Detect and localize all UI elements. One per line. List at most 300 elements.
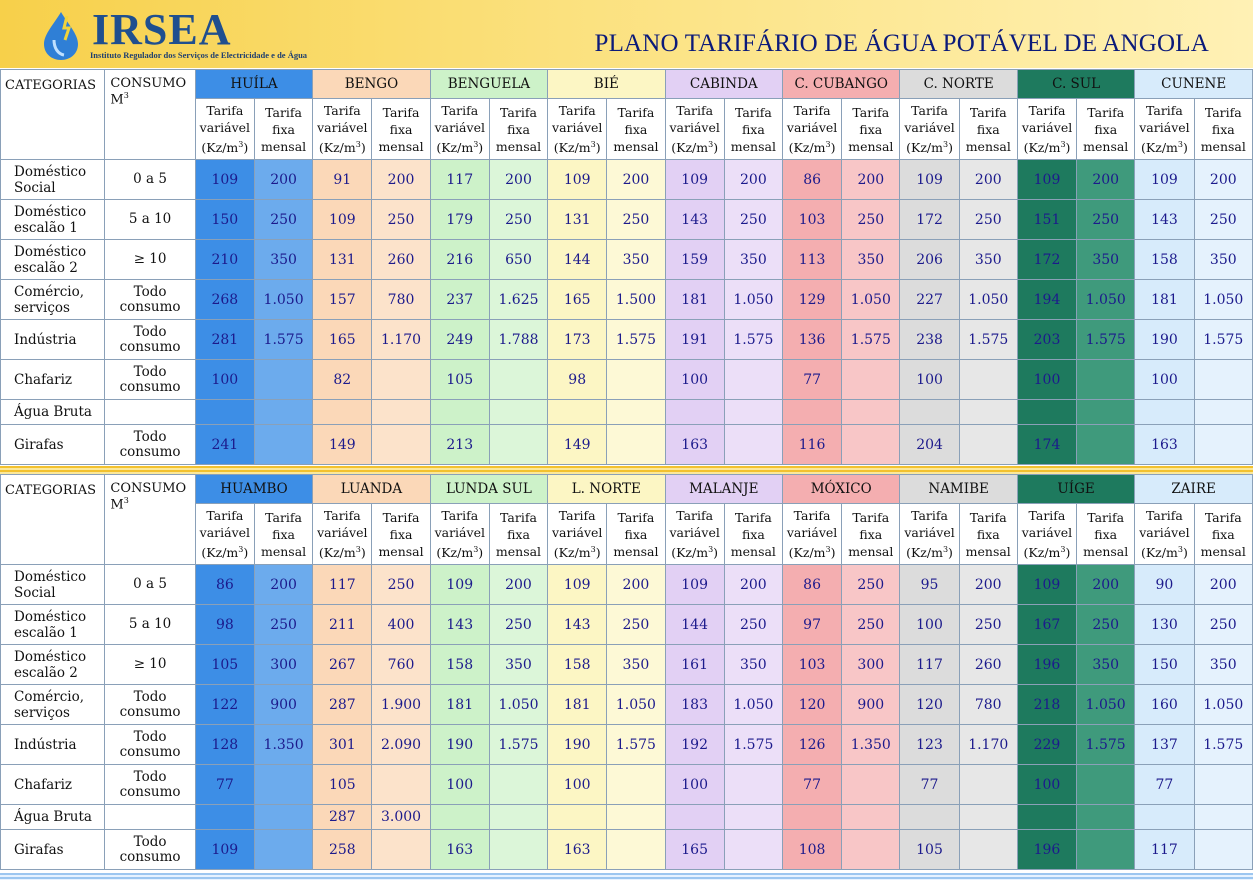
- category-cell: Água Bruta: [1, 805, 105, 830]
- tarifa-fixa-cell: 780: [372, 280, 430, 320]
- tarifa-variavel-cell: [548, 805, 607, 830]
- tarifa-variavel-cell: 97: [782, 605, 841, 645]
- tarifa-fixa-cell: 200: [489, 565, 547, 605]
- tarifa-variavel-cell: 167: [1017, 605, 1076, 645]
- tarifa-variavel-cell: 136: [783, 320, 842, 360]
- tarifa-fixa-cell: [959, 765, 1017, 805]
- tarifa-fixa-cell: [959, 805, 1017, 830]
- tarifa-fixa-cell: 200: [607, 565, 665, 605]
- province-header: ZAIRE: [1135, 475, 1253, 504]
- tarifa-variavel-cell: 157: [313, 280, 372, 320]
- category-cell: Doméstico escalão 1: [1, 200, 105, 240]
- tarifa-fixa-cell: 1.575: [489, 725, 547, 765]
- tarifa-variavel-cell: 100: [195, 360, 254, 400]
- tarifa-fixa-cell: 300: [254, 645, 312, 685]
- tarifa-variavel-cell: 210: [195, 240, 254, 280]
- tarifa-fixa-cell: 350: [842, 240, 900, 280]
- category-cell: Indústria: [1, 320, 105, 360]
- tarifa-variavel-cell: 109: [900, 160, 959, 200]
- tarifa-variavel-cell: [195, 400, 254, 425]
- tarifa-variavel-cell: 190: [1135, 320, 1194, 360]
- tarifa-variavel-cell: 117: [900, 645, 959, 685]
- table-row: [1, 765, 1253, 805]
- tarifa-variavel-header: Tarifa variável $(Kz/m^3)$: [1017, 504, 1076, 565]
- tarifa-variavel-cell: 181: [548, 685, 607, 725]
- tarifa-variavel-cell: 86: [782, 565, 841, 605]
- tarifa-fixa-cell: 1.050: [842, 280, 900, 320]
- tarifa-fixa-cell: [1077, 400, 1135, 425]
- tarifa-fixa-cell: 250: [607, 605, 665, 645]
- tarifa-variavel-cell: 203: [1017, 320, 1076, 360]
- tarifa-fixa-cell: [1194, 830, 1252, 870]
- tarifa-fixa-cell: 350: [724, 240, 782, 280]
- tarifa-fixa-cell: [959, 360, 1017, 400]
- province-header: HUAMBO: [195, 475, 312, 504]
- tarifa-variavel-cell: 86: [783, 160, 842, 200]
- tarifa-variavel-cell: 150: [195, 200, 254, 240]
- tarifa-variavel-cell: 181: [430, 685, 489, 725]
- table-row: [1, 645, 1253, 685]
- tarifa-fixa-cell: [489, 830, 547, 870]
- tarifa-variavel-header: Tarifa variável $(Kz/m^3)$: [1135, 504, 1194, 565]
- tarifa-variavel-cell: 161: [665, 645, 724, 685]
- tarifa-variavel-cell: 149: [313, 425, 372, 465]
- consumo-cell: Todo consumo: [105, 765, 195, 805]
- tarifa-fixa-cell: [372, 360, 430, 400]
- tarifa-variavel-cell: 149: [548, 425, 607, 465]
- category-cell: Chafariz: [1, 360, 105, 400]
- tarifa-variavel-cell: 95: [900, 565, 959, 605]
- tarifa-variavel-cell: 100: [1017, 360, 1076, 400]
- tarifa-fixa-cell: 200: [489, 160, 547, 200]
- tarifa-variavel-cell: 105: [900, 830, 959, 870]
- tarifa-variavel-cell: 143: [548, 605, 607, 645]
- tarifa-fixa-cell: 250: [842, 605, 900, 645]
- table-row: [1, 685, 1253, 725]
- tarifa-fixa-cell: 650: [489, 240, 547, 280]
- tarifa-variavel-cell: 120: [782, 685, 841, 725]
- tarifa-fixa-cell: 250: [254, 605, 312, 645]
- tarifa-fixa-cell: 200: [607, 160, 665, 200]
- tarifa-fixa-header: Tarifa fixa mensal: [1194, 504, 1252, 565]
- tarifa-fixa-cell: 1.575: [1194, 320, 1252, 360]
- tarifa-variavel-header: Tarifa variável $(Kz/m^3)$: [1017, 99, 1076, 160]
- tarifa-variavel-cell: 192: [665, 725, 724, 765]
- tarifa-variavel-cell: 100: [665, 765, 724, 805]
- tarifa-fixa-header: Tarifa fixa mensal: [1194, 99, 1252, 160]
- tarifa-fixa-cell: [607, 360, 665, 400]
- categorias-header: CATEGORIAS: [1, 475, 105, 565]
- tarifa-fixa-header: Tarifa fixa mensal: [724, 99, 782, 160]
- table-row: [1, 280, 1253, 320]
- tarifa-fixa-cell: [489, 360, 547, 400]
- tarifa-fixa-cell: [1077, 765, 1135, 805]
- tarifa-variavel-header: Tarifa variável $(Kz/m^3)$: [900, 504, 959, 565]
- tarifa-variavel-cell: 165: [665, 830, 724, 870]
- tarifa-variavel-cell: 98: [548, 360, 607, 400]
- tarifa-variavel-cell: 172: [1017, 240, 1076, 280]
- tarifa-fixa-cell: [254, 830, 312, 870]
- tarifa-fixa-cell: 300: [842, 645, 900, 685]
- tarifa-variavel-cell: 287: [313, 805, 372, 830]
- tarifa-fixa-cell: [607, 765, 665, 805]
- tarifa-fixa-cell: 250: [607, 200, 665, 240]
- tarifa-variavel-cell: 143: [1135, 200, 1194, 240]
- tarifa-variavel-cell: [665, 400, 724, 425]
- tarifa-fixa-cell: 350: [254, 240, 312, 280]
- tarifa-fixa-cell: [842, 830, 900, 870]
- tarifa-variavel-cell: 160: [1135, 685, 1194, 725]
- province-header: MALANJE: [665, 475, 782, 504]
- tarifa-variavel-cell: 77: [195, 765, 254, 805]
- tarifa-variavel-cell: 77: [782, 765, 841, 805]
- tarifa-variavel-cell: 117: [313, 565, 372, 605]
- category-cell: Comércio, serviços: [1, 685, 105, 725]
- table-row: [1, 830, 1253, 870]
- tarifa-variavel-cell: 301: [313, 725, 372, 765]
- tarifa-variavel-cell: 268: [195, 280, 254, 320]
- tarifa-variavel-cell: 190: [548, 725, 607, 765]
- province-header: UÍGE: [1017, 475, 1134, 504]
- tarifa-variavel-header: Tarifa variável $(Kz/m^3)$: [783, 99, 842, 160]
- tarifa-fixa-cell: [724, 830, 782, 870]
- category-cell: Indústria: [1, 725, 105, 765]
- tarifa-fixa-cell: 350: [1077, 645, 1135, 685]
- tarifa-variavel-cell: 98: [195, 605, 254, 645]
- tarifa-variavel-cell: 100: [900, 605, 959, 645]
- tarifa-fixa-cell: 200: [1194, 160, 1252, 200]
- tarifa-fixa-cell: [724, 765, 782, 805]
- tarifa-variavel-cell: 126: [782, 725, 841, 765]
- tarifa-variavel-cell: 163: [430, 830, 489, 870]
- tarifa-fixa-cell: [1194, 425, 1252, 465]
- tarifa-fixa-cell: [724, 360, 782, 400]
- tarifa-fixa-cell: [254, 765, 312, 805]
- tarifa-variavel-cell: [900, 400, 959, 425]
- page-header: [0, 0, 1253, 68]
- tarifa-fixa-cell: [372, 425, 430, 465]
- tarifa-fixa-cell: [489, 805, 547, 830]
- province-header: BIÉ: [548, 70, 665, 99]
- province-header: L. NORTE: [548, 475, 665, 504]
- tarifa-variavel-cell: 211: [313, 605, 372, 645]
- tarifa-variavel-cell: 163: [1135, 425, 1194, 465]
- water-drop-icon: [34, 10, 88, 62]
- province-header: C. NORTE: [900, 70, 1017, 99]
- tarifa-fixa-cell: [1077, 805, 1135, 830]
- tarifa-fixa-cell: 1.050: [489, 685, 547, 725]
- tarifa-fixa-cell: 350: [1194, 645, 1252, 685]
- province-header: CABINDA: [665, 70, 782, 99]
- tarifa-fixa-cell: [1077, 425, 1135, 465]
- consumo-cell: ≥ 10: [105, 645, 195, 685]
- tarifa-fixa-cell: [1077, 830, 1135, 870]
- tarifa-variavel-cell: 131: [548, 200, 607, 240]
- tarifa-variavel-cell: [1135, 805, 1194, 830]
- tarifa-variavel-cell: 144: [548, 240, 607, 280]
- table-row: [1, 160, 1253, 200]
- tarifa-variavel-cell: 249: [430, 320, 489, 360]
- tarifa-fixa-cell: [1194, 360, 1252, 400]
- tarifa-variavel-cell: 158: [548, 645, 607, 685]
- tarifa-variavel-cell: 128: [195, 725, 254, 765]
- tarifa-fixa-cell: 350: [1194, 240, 1252, 280]
- tarifa-fixa-cell: 1.050: [724, 280, 782, 320]
- province-header: HUÍLA: [195, 70, 312, 99]
- province-header: BENGUELA: [430, 70, 547, 99]
- tarifa-fixa-cell: 900: [842, 685, 900, 725]
- tarifa-fixa-cell: 200: [1077, 160, 1135, 200]
- irsea-logo: [34, 6, 364, 62]
- tarifa-variavel-cell: 120: [900, 685, 959, 725]
- tarifa-fixa-cell: 1.788: [489, 320, 547, 360]
- tarifa-fixa-cell: 1.575: [1077, 725, 1135, 765]
- tarifa-variavel-cell: 109: [548, 160, 607, 200]
- tarifa-fixa-cell: 1.575: [254, 320, 312, 360]
- tarifa-fixa-cell: [1194, 765, 1252, 805]
- tarifa-fixa-header: Tarifa fixa mensal: [489, 504, 547, 565]
- tarifa-variavel-cell: 103: [783, 200, 842, 240]
- tarifa-variavel-cell: 216: [430, 240, 489, 280]
- tariff-table-1: [0, 69, 1253, 465]
- tarifa-fixa-cell: [489, 425, 547, 465]
- tarifa-variavel-header: Tarifa variável $(Kz/m^3)$: [195, 504, 254, 565]
- tarifa-fixa-cell: 1.350: [842, 725, 900, 765]
- tarifa-variavel-header: Tarifa variável $(Kz/m^3)$: [313, 504, 372, 565]
- tarifa-variavel-cell: [313, 400, 372, 425]
- category-cell: Doméstico escalão 2: [1, 240, 105, 280]
- tarifa-variavel-cell: 86: [195, 565, 254, 605]
- tarifa-fixa-cell: 3.000: [372, 805, 430, 830]
- consumo-cell: Todo consumo: [105, 685, 195, 725]
- tarifa-fixa-cell: [254, 805, 312, 830]
- table-row: [1, 605, 1253, 645]
- tarifa-fixa-cell: 900: [254, 685, 312, 725]
- tarifa-fixa-cell: 200: [254, 160, 312, 200]
- tarifa-variavel-header: Tarifa variável $(Kz/m^3)$: [665, 99, 724, 160]
- tarifa-variavel-cell: 100: [1135, 360, 1194, 400]
- tarifa-fixa-cell: 250: [959, 605, 1017, 645]
- tarifa-fixa-header: Tarifa fixa mensal: [489, 99, 547, 160]
- tarifa-fixa-cell: 350: [607, 240, 665, 280]
- category-cell: Girafas: [1, 830, 105, 870]
- tarifa-variavel-cell: 137: [1135, 725, 1194, 765]
- tarifa-variavel-cell: 258: [313, 830, 372, 870]
- tarifa-fixa-cell: 250: [1194, 605, 1252, 645]
- tarifa-variavel-cell: 163: [548, 830, 607, 870]
- tarifa-variavel-header: Tarifa variável $(Kz/m^3)$: [782, 504, 841, 565]
- tarifa-variavel-cell: 191: [665, 320, 724, 360]
- consumo-cell: ≥ 10: [105, 240, 195, 280]
- tarifa-variavel-cell: 158: [1135, 240, 1194, 280]
- tarifa-variavel-cell: 267: [313, 645, 372, 685]
- tarifa-variavel-cell: 109: [665, 160, 724, 200]
- tarifa-fixa-header: Tarifa fixa mensal: [959, 99, 1017, 160]
- consumo-cell: Todo consumo: [105, 360, 195, 400]
- tarifa-fixa-cell: 250: [959, 200, 1017, 240]
- tarifa-fixa-cell: 250: [489, 200, 547, 240]
- tarifa-variavel-cell: 241: [195, 425, 254, 465]
- tarifa-fixa-cell: [607, 425, 665, 465]
- tarifa-variavel-cell: [783, 400, 842, 425]
- tarifa-variavel-cell: 238: [900, 320, 959, 360]
- tarifa-variavel-cell: 181: [665, 280, 724, 320]
- tarifa-fixa-cell: [254, 360, 312, 400]
- table-row: [1, 805, 1253, 830]
- category-cell: Doméstico Social: [1, 160, 105, 200]
- bottom-bar: [0, 873, 1253, 880]
- tarifa-fixa-header: Tarifa fixa mensal: [372, 504, 430, 565]
- tarifa-variavel-cell: 158: [430, 645, 489, 685]
- tarifa-variavel-header: Tarifa variável $(Kz/m^3)$: [665, 504, 724, 565]
- tarifa-fixa-cell: 1.575: [1194, 725, 1252, 765]
- tarifa-variavel-cell: 129: [783, 280, 842, 320]
- tarifa-fixa-cell: [842, 400, 900, 425]
- tarifa-fixa-cell: 250: [372, 200, 430, 240]
- tarifa-fixa-header: Tarifa fixa mensal: [959, 504, 1017, 565]
- tarifa-variavel-cell: 109: [665, 565, 724, 605]
- tarifa-fixa-cell: 250: [842, 200, 900, 240]
- tarifa-variavel-cell: 122: [195, 685, 254, 725]
- tarifa-fixa-cell: [607, 830, 665, 870]
- tarifa-variavel-cell: 109: [1135, 160, 1194, 200]
- tarifa-fixa-header: Tarifa fixa mensal: [1077, 99, 1135, 160]
- tarifa-variavel-cell: 159: [665, 240, 724, 280]
- tarifa-fixa-cell: [959, 830, 1017, 870]
- tarifa-fixa-cell: [372, 400, 430, 425]
- tarifa-variavel-cell: [1017, 400, 1076, 425]
- table-row: [1, 360, 1253, 400]
- tarifa-fixa-cell: 260: [372, 240, 430, 280]
- province-header: NAMIBE: [900, 475, 1017, 504]
- tarifa-variavel-cell: 105: [430, 360, 489, 400]
- category-cell: Girafas: [1, 425, 105, 465]
- tarifa-variavel-header: Tarifa variável $(Kz/m^3)$: [548, 99, 607, 160]
- tarifa-variavel-cell: 172: [900, 200, 959, 240]
- tarifa-fixa-cell: [959, 425, 1017, 465]
- tarifa-variavel-cell: 143: [665, 200, 724, 240]
- tarifa-fixa-cell: [842, 360, 900, 400]
- tarifa-fixa-cell: 250: [372, 565, 430, 605]
- tarifa-variavel-cell: 206: [900, 240, 959, 280]
- consumo-cell: [105, 400, 195, 425]
- tarifa-fixa-cell: 200: [842, 160, 900, 200]
- tarifa-fixa-cell: 200: [254, 565, 312, 605]
- tarifa-fixa-cell: 200: [1194, 565, 1252, 605]
- consumo-cell: Todo consumo: [105, 280, 195, 320]
- tarifa-variavel-header: Tarifa variável $(Kz/m^3)$: [900, 99, 959, 160]
- tarifa-fixa-cell: [724, 805, 782, 830]
- tarifa-fixa-header: Tarifa fixa mensal: [254, 99, 312, 160]
- tarifa-variavel-cell: 77: [1135, 765, 1194, 805]
- tarifa-fixa-cell: 250: [724, 605, 782, 645]
- province-header: BENGO: [313, 70, 430, 99]
- province-header: CUNENE: [1135, 70, 1253, 99]
- table-row: [1, 400, 1253, 425]
- tarifa-variavel-cell: 163: [665, 425, 724, 465]
- consumo-cell: Todo consumo: [105, 830, 195, 870]
- tarifa-fixa-cell: 350: [607, 645, 665, 685]
- tarifa-fixa-cell: [489, 400, 547, 425]
- tarifa-variavel-header: Tarifa variável $(Kz/m^3)$: [313, 99, 372, 160]
- tarifa-fixa-cell: 1.575: [724, 320, 782, 360]
- tarifa-fixa-cell: 1.050: [607, 685, 665, 725]
- tarifa-fixa-cell: 1.050: [254, 280, 312, 320]
- tarifa-fixa-cell: [1194, 400, 1252, 425]
- tarifa-variavel-cell: 109: [195, 830, 254, 870]
- tarifa-variavel-cell: [195, 805, 254, 830]
- tarifa-fixa-cell: 250: [1077, 200, 1135, 240]
- tarifa-fixa-cell: 1.050: [1194, 685, 1252, 725]
- tarifa-fixa-cell: 1.050: [1077, 280, 1135, 320]
- tarifa-fixa-cell: 350: [959, 240, 1017, 280]
- tarifa-fixa-cell: 250: [842, 565, 900, 605]
- tarifa-fixa-cell: 200: [724, 160, 782, 200]
- category-cell: Doméstico escalão 1: [1, 605, 105, 645]
- category-cell: Chafariz: [1, 765, 105, 805]
- tarifa-fixa-cell: 1.170: [959, 725, 1017, 765]
- categorias-header: CATEGORIAS: [1, 70, 105, 160]
- tarifa-fixa-cell: 250: [254, 200, 312, 240]
- page-title: PLANO TARIFÁRIO DE ÁGUA POTÁVEL DE ANGOLA: [594, 30, 1209, 57]
- section-separator: [0, 466, 1253, 474]
- tarifa-variavel-cell: 109: [195, 160, 254, 200]
- tarifa-variavel-cell: 90: [1135, 565, 1194, 605]
- tarifa-fixa-cell: [607, 805, 665, 830]
- tarifa-fixa-cell: 350: [724, 645, 782, 685]
- tarifa-fixa-cell: [842, 765, 900, 805]
- tarifa-fixa-cell: 260: [959, 645, 1017, 685]
- tarifa-variavel-header: Tarifa variável $(Kz/m^3)$: [548, 504, 607, 565]
- tarifa-variavel-cell: [900, 805, 959, 830]
- tarifa-fixa-cell: 1.575: [842, 320, 900, 360]
- tarifa-variavel-cell: 105: [195, 645, 254, 685]
- tarifa-variavel-cell: 100: [548, 765, 607, 805]
- table-row: [1, 565, 1253, 605]
- tarifa-variavel-header: Tarifa variável $(Kz/m^3)$: [430, 504, 489, 565]
- tarifa-variavel-cell: 117: [1135, 830, 1194, 870]
- tarifa-fixa-cell: [489, 765, 547, 805]
- tarifa-fixa-cell: 350: [1077, 240, 1135, 280]
- tarifa-fixa-cell: 1.170: [372, 320, 430, 360]
- tarifa-variavel-cell: 194: [1017, 280, 1076, 320]
- tarifa-variavel-header: Tarifa variável $(Kz/m^3)$: [195, 99, 254, 160]
- tarifa-fixa-cell: [607, 400, 665, 425]
- tarifa-fixa-cell: 1.575: [724, 725, 782, 765]
- tarifa-fixa-cell: 1.050: [1077, 685, 1135, 725]
- tarifa-variavel-cell: 229: [1017, 725, 1076, 765]
- province-header: C. SUL: [1017, 70, 1134, 99]
- tarifa-variavel-cell: [665, 805, 724, 830]
- consumo-header: CONSUMO $M^3$: [105, 70, 195, 160]
- consumo-cell: Todo consumo: [105, 425, 195, 465]
- tarifa-variavel-cell: 143: [430, 605, 489, 645]
- tarifa-variavel-cell: [782, 805, 841, 830]
- tariff-table-2: [0, 474, 1253, 870]
- category-cell: Água Bruta: [1, 400, 105, 425]
- tarifa-variavel-cell: 227: [900, 280, 959, 320]
- consumo-cell: [105, 805, 195, 830]
- table-row: [1, 425, 1253, 465]
- tarifa-fixa-cell: 1.050: [959, 280, 1017, 320]
- tarifa-variavel-cell: 196: [1017, 645, 1076, 685]
- tarifa-variavel-cell: 183: [665, 685, 724, 725]
- tarifa-variavel-cell: 151: [1017, 200, 1076, 240]
- tarifa-fixa-cell: [372, 830, 430, 870]
- tarifa-fixa-cell: 1.050: [1194, 280, 1252, 320]
- tarifa-variavel-cell: 218: [1017, 685, 1076, 725]
- tarifa-variavel-cell: [430, 805, 489, 830]
